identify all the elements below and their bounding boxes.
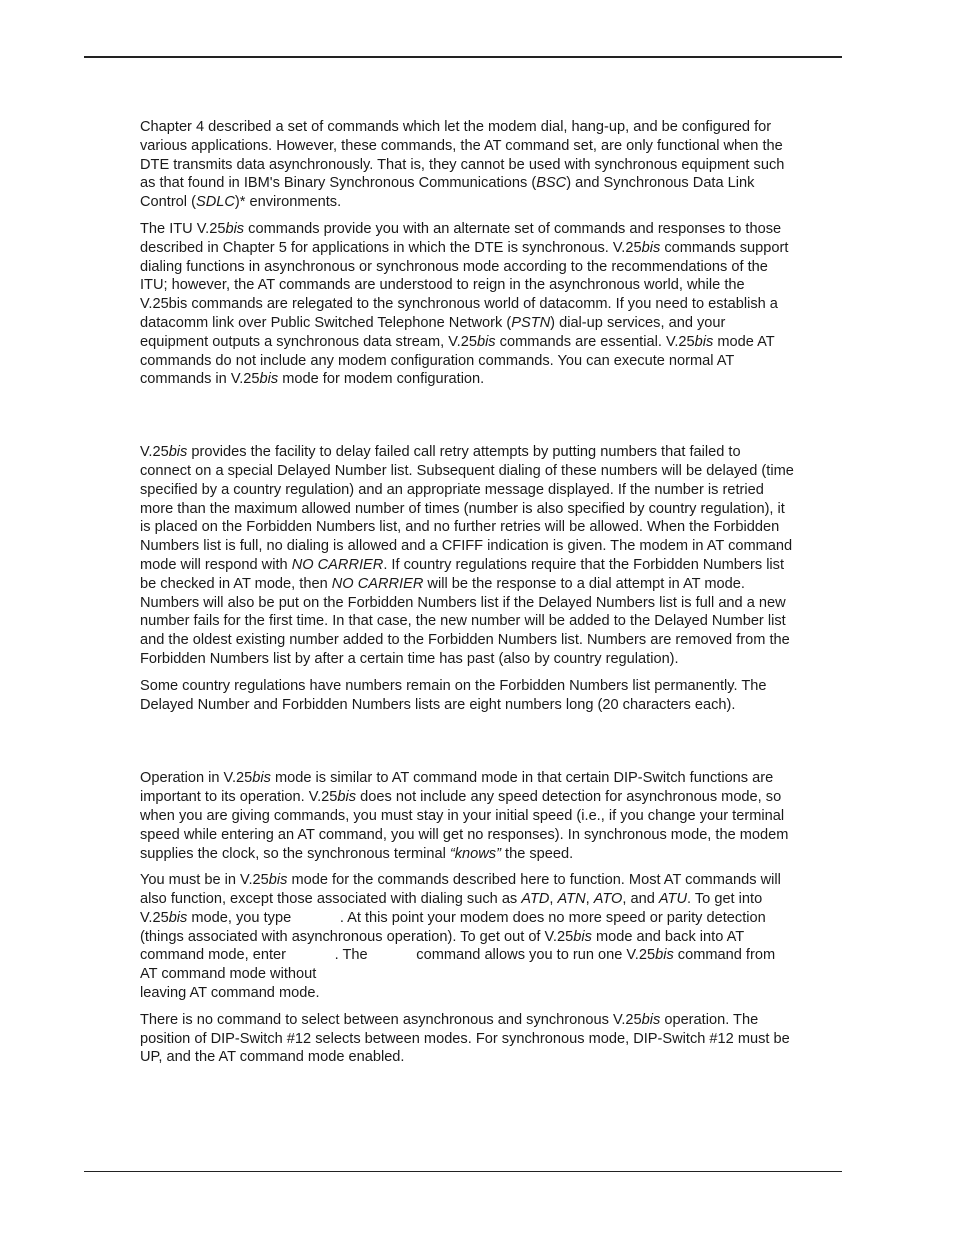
text-run: Some country regulations have numbers remain on the Forbidden Numbers list permanently. The — [140, 677, 767, 694]
italic-term: bis — [655, 947, 674, 964]
page-body — [140, 118, 840, 1075]
italic-term: ATD — [521, 891, 550, 908]
text-run: , — [549, 891, 558, 908]
text-run: does not include any speed detection for asynchronous mode, so — [356, 789, 782, 806]
paragraph — [140, 220, 840, 389]
text-run: Numbers will also be put on the Forbidden Numbers list if the Delayed Numbers list is full and a new — [140, 594, 786, 611]
italic-term: bis — [641, 1011, 661, 1028]
italic-term: ATO — [593, 891, 623, 908]
text-run: . To get into — [687, 891, 763, 908]
text-run: mode for modem configuration. — [278, 371, 485, 388]
text-run: mode AT — [713, 333, 775, 350]
italic-term: bis — [476, 333, 496, 350]
text-run: ) dial-up services, and your — [550, 314, 726, 331]
text-run: mode for the commands described here to function. Most AT commands will — [287, 872, 781, 889]
italic-term: bis — [168, 909, 188, 926]
paragraph — [140, 769, 840, 863]
paragraph — [140, 118, 840, 212]
text-run: (things associated with asynchronous operation). To get out of V.25 — [140, 928, 574, 945]
paragraph — [140, 871, 840, 1003]
text-run: datacomm link over Public Switched Telephone Network ( — [140, 314, 512, 331]
text-run: ) and Synchronous Data Link — [566, 175, 755, 192]
text-run: commands provide you with an alternate set of commands and responses to those — [244, 220, 782, 237]
footer-rule — [84, 1171, 842, 1172]
italic-term: bis — [337, 789, 357, 806]
paragraph — [140, 677, 840, 715]
italic-term: bis — [168, 444, 188, 461]
section-delayed-numbers — [140, 443, 840, 714]
text-run: V.25 — [140, 909, 169, 926]
text-run: connect on a special Delayed Number list. Subsequent dialing of these numbers will be delayed (time — [140, 462, 794, 479]
italic-term: bis — [641, 239, 661, 256]
text-run: AT command mode without — [140, 966, 317, 983]
italic-term: ATN — [557, 891, 586, 908]
text-run: specified by a country regulation) and an appropriate message displayed. If the number is retried — [140, 481, 764, 498]
text-run: ITU; however, the AT commands are understood to reign in the asynchronous world, while the — [140, 277, 745, 294]
italic-term: BSC — [536, 175, 567, 192]
text-run: mode, you type . At this point your modem does no more speed or parity detection — [187, 909, 766, 926]
text-run: command mode, enter . The command allows you to run one V.25 — [140, 947, 656, 964]
italic-term: bis — [694, 333, 714, 350]
text-run: There is no command to select between asynchronous and synchronous V.25 — [140, 1011, 642, 1028]
text-run: mode will respond with — [140, 556, 292, 573]
paragraph — [140, 1011, 840, 1067]
italic-term: bis — [225, 220, 245, 237]
italic-term: PSTN — [511, 314, 551, 331]
italic-term: bis — [259, 371, 279, 388]
text-run: UP, and the AT command mode enabled. — [140, 1049, 405, 1066]
paragraph — [140, 443, 840, 669]
italic-term: bis — [268, 872, 288, 889]
text-run: leaving AT command mode. — [140, 985, 320, 1002]
text-run: be checked in AT mode, then — [140, 575, 332, 592]
text-run: Control ( — [140, 194, 196, 211]
text-run: Delayed Number and Forbidden Numbers lists are eight numbers long (20 characters each). — [140, 696, 736, 713]
text-run: number fails for the first time. In that case, the new number will be added to the Delayed Number list — [140, 613, 786, 630]
text-run: V.25 — [140, 444, 169, 461]
text-run: commands in V.25 — [140, 371, 260, 388]
text-run: supplies the clock, so the synchronous terminal — [140, 845, 450, 862]
text-run: described in Chapter 5 for applications in which the DTE is synchronous. V.25 — [140, 239, 642, 256]
text-run: is placed on the Forbidden Numbers list, and no further retries will be allowed. When the Forbidden — [140, 519, 780, 536]
text-run: command from — [673, 947, 776, 964]
text-run: DTE transmits data asynchronously. That is, they cannot be used with synchronous equipment such — [140, 156, 785, 173]
text-run: Numbers list is full, no dialing is allowed and a CFIFF indication is given. The modem in AT command — [140, 538, 793, 555]
text-run: mode and back into AT — [591, 928, 745, 945]
text-run: and the oldest existing number added to the Forbidden Numbers list. Numbers are removed from the — [140, 632, 790, 649]
text-run: mode is similar to AT command mode in that certain DIP-Switch functions are — [270, 770, 774, 787]
text-run: various applications. However, these commands, the AT command set, are only functional when the — [140, 137, 783, 154]
text-run: . If country regulations require that the Forbidden Numbers list — [383, 556, 785, 573]
text-run: when you are giving commands, you must stay in your initial speed (i.e., if you change your terminal — [140, 807, 785, 824]
italic-term: “knows” — [449, 845, 501, 862]
text-run: Chapter 4 described a set of commands which let the modem dial, hang-up, and be configured for — [140, 119, 772, 135]
text-run: more than the maximum allowed number of times (number is also specified by country regulation), it — [140, 500, 785, 517]
italic-term: ATU — [658, 891, 688, 908]
text-run: You must be in V.25 — [140, 872, 269, 889]
text-run: as that found in IBM's Binary Synchronous Communications ( — [140, 175, 537, 192]
text-run: , and — [622, 891, 659, 908]
header-rule — [84, 56, 842, 58]
text-run: operation. The — [660, 1011, 759, 1028]
text-run: , — [585, 891, 594, 908]
text-run: V.25bis commands are relegated to the synchronous world of datacomm. If you need to establish a — [140, 296, 778, 313]
text-run: commands are essential. V.25 — [495, 333, 695, 350]
italic-term: NO CARRIER — [331, 575, 424, 592]
text-run: the speed. — [500, 845, 574, 862]
text-run: provides the facility to delay failed call retry attempts by putting numbers that failed to — [187, 444, 741, 461]
text-run: )* environments. — [234, 194, 342, 211]
section-intro — [140, 118, 840, 389]
italic-term: NO CARRIER — [291, 556, 384, 573]
italic-term: bis — [252, 770, 271, 787]
text-run: will be the response to a dial attempt in AT mode. — [423, 575, 745, 592]
text-run: commands do not include any modem configuration commands. You can execute normal AT — [140, 352, 735, 369]
section-operation — [140, 769, 840, 1067]
text-run: equipment outputs a synchronous data stream, V.25 — [140, 333, 477, 350]
text-run: speed while entering an AT command, you will get no responses). In synchronous mode, the modem — [140, 826, 789, 843]
text-run: important to its operation. V.25 — [140, 789, 338, 806]
text-run: The ITU V.25 — [140, 220, 226, 237]
text-run: Forbidden Numbers list by after a certain time has past (also by country regulation). — [140, 650, 679, 667]
text-run: Operation in V.25 — [140, 770, 253, 787]
italic-term: bis — [573, 928, 592, 945]
text-run: commands support — [660, 239, 789, 256]
text-run: also function, except those associated with dialing such as — [140, 891, 522, 908]
text-run: dialing functions in asynchronous or synchronous mode according to the recommendations of the — [140, 258, 768, 275]
text-run: position of DIP-Switch #12 selects between modes. For synchronous mode, DIP-Switch #12 must be — [140, 1030, 790, 1047]
italic-term: SDLC — [195, 194, 235, 211]
